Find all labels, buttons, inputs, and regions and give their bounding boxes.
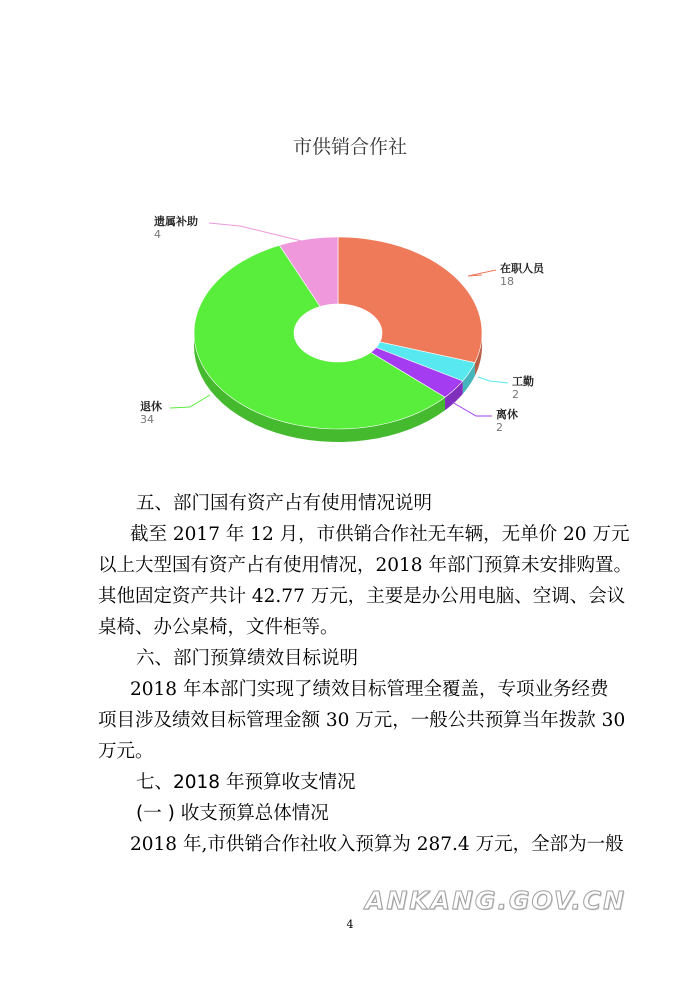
leader-line bbox=[478, 377, 508, 383]
paragraph-line: 万元。 bbox=[98, 741, 154, 762]
watermark: ANKANG.GOV.CN bbox=[365, 886, 627, 915]
paragraph-line: 2018 年,市供销合作社收入预算为 287.4 万元，全部为一般 bbox=[130, 834, 624, 855]
slice-label: 在职人员 bbox=[500, 262, 544, 275]
slice-value: 34 bbox=[140, 413, 154, 426]
slice-label: 工勤 bbox=[512, 375, 534, 388]
slice-label: 离休 bbox=[496, 408, 518, 421]
paragraph-line: 2018 年本部门实现了绩效目标管理全覆盖，专项业务经费 bbox=[130, 679, 609, 700]
chart-title: 市供销合作社 bbox=[292, 136, 407, 158]
pie-chart bbox=[0, 0, 700, 480]
slice-label: 退休 bbox=[140, 400, 162, 413]
paragraph-line: 以上大型国有资产占有使用情况，2018 年部门预算未安排购置。 bbox=[98, 555, 632, 576]
leader-line bbox=[209, 223, 306, 242]
slice-value: 2 bbox=[512, 388, 519, 401]
leader-line bbox=[170, 395, 210, 408]
section-heading: 七、2018 年预算收支情况 bbox=[136, 772, 356, 793]
pie-slice bbox=[338, 237, 482, 363]
section-heading: 五、部门国有资产占有使用情况说明 bbox=[136, 493, 433, 514]
leader-line bbox=[468, 270, 496, 276]
section-heading: (一 ) 收支预算总体情况 bbox=[136, 803, 329, 824]
paragraph-line: 项目涉及绩效目标管理金额 30 万元，一般公共预算当年拨款 30 bbox=[98, 710, 626, 731]
slice-value: 4 bbox=[154, 228, 161, 241]
page-number: 4 bbox=[346, 918, 354, 931]
slice-value: 2 bbox=[496, 421, 503, 434]
paragraph-line: 其他固定资产共计 42.77 万元，主要是办公用电脑、空调、会议 bbox=[98, 586, 626, 607]
paragraph-line: 桌椅、办公桌椅，文件柜等。 bbox=[98, 617, 339, 638]
slice-value: 18 bbox=[500, 275, 514, 288]
slice-label: 遗属补助 bbox=[154, 215, 198, 228]
document-body bbox=[98, 488, 632, 860]
leader-line bbox=[452, 402, 492, 416]
section-heading: 六、部门预算绩效目标说明 bbox=[136, 648, 359, 669]
paragraph-line: 截至 2017 年 12 月，市供销合作社无车辆，无单价 20 万元 bbox=[130, 524, 630, 545]
